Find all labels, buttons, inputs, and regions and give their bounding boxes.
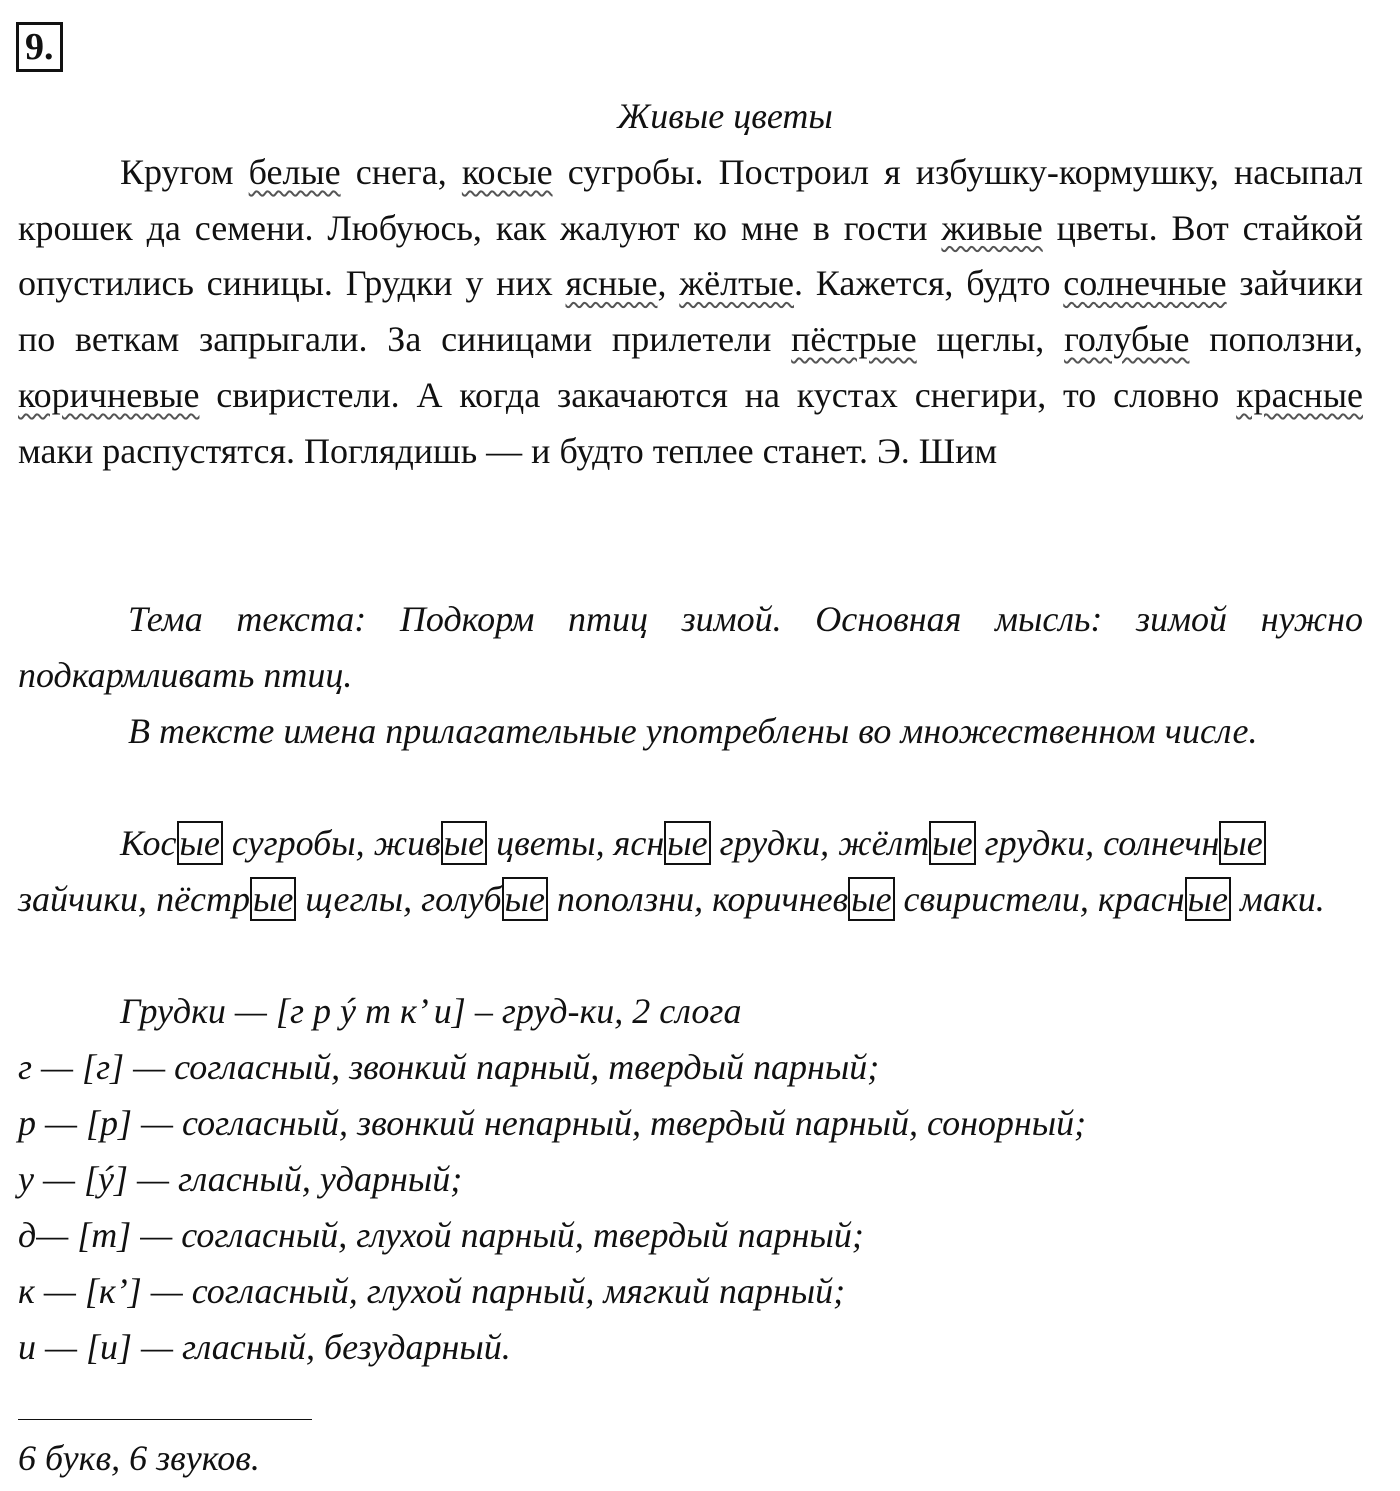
noun-text: щеглы,: [296, 879, 422, 919]
prose-segment: свиристели. А когда закачаются на кустах снегири, то словно: [199, 374, 1237, 415]
underlined-adjective: ясные: [565, 263, 658, 304]
underlined-adjective: белые: [248, 152, 341, 192]
text-title: Живые цветы: [617, 96, 833, 136]
underlined-adjective: голубые: [1064, 319, 1190, 360]
number-note-text: В тексте имена прилагательные употреблены во множественном числе.: [128, 711, 1258, 751]
noun-text: свиристели,: [894, 879, 1098, 919]
boxed-ending: ые: [929, 821, 975, 865]
story-text: [18, 145, 1363, 479]
boxed-ending: ые: [1185, 877, 1231, 921]
adjective-phrase: [712, 877, 1098, 921]
sound-line: р — [р] — согласный, звонкий непарный, твердый парный, сонорный;: [18, 1103, 1087, 1143]
number-note-paragraph: [18, 703, 1363, 759]
prose-segment: маки распустятся. Поглядишь — и будто теплее станет. Э. Шим: [18, 430, 998, 471]
theme-paragraph: [18, 591, 1363, 703]
adjective-stem: Кос: [120, 823, 177, 863]
prose-segment: снега,: [340, 152, 462, 192]
analysis-header: Грудки — [г р ý т к’ и] – груд-ки, 2 слога: [120, 991, 742, 1031]
exercise-number-badge: 9.: [16, 22, 63, 72]
sound-line: к — [к’] — согласный, глухой парный, мягкий парный;: [18, 1271, 846, 1311]
sound-line: и — [и] — гласный, безударный.: [18, 1327, 511, 1367]
footnote-text: 6 букв, 6 звуков.: [18, 1438, 260, 1478]
adjective-phrase: [838, 821, 1103, 865]
adjective-phrase: [374, 821, 614, 865]
sound-line: у — [ý] — гласный, ударный;: [18, 1159, 463, 1199]
boxed-ending: ые: [664, 821, 710, 865]
underlined-adjective: пёстрые: [791, 319, 917, 360]
prose-segment: зайчики по веткам запрыгали. За синицами прилетели: [18, 263, 1363, 360]
footnote-rule: [18, 1419, 312, 1420]
prose-segment: сугробы. Построил я избушку-кормушку, насыпал крошек да семени. Любуюсь, как жалуют ко мне в гости: [18, 152, 1363, 248]
adjective-phrase: [156, 877, 421, 921]
adjective-stem: коричнев: [712, 879, 849, 919]
adjective-endings-list: [18, 815, 1363, 927]
prose-segment: цветы. Вот стайкой опустились синицы. Грудки у них: [18, 207, 1363, 304]
noun-text: грудки,: [710, 823, 839, 863]
boxed-ending: ые: [177, 821, 223, 865]
prose-segment: . Кажется, будто: [794, 263, 1064, 304]
boxed-ending: ые: [250, 877, 296, 921]
prose-segment: Кругом: [120, 152, 249, 192]
noun-text: маки.: [1230, 879, 1325, 919]
adjective-phrase: [120, 821, 374, 865]
underlined-adjective: коричневые: [18, 374, 200, 415]
sound-line: д— [т] — согласный, глухой парный, твердый парный;: [18, 1215, 864, 1255]
adjective-stem: солнечн: [1103, 823, 1220, 863]
boxed-ending: ые: [1219, 821, 1265, 865]
underlined-adjective: солнечные: [1063, 263, 1227, 304]
noun-text: грудки,: [975, 823, 1104, 863]
adjective-phrase: [1098, 877, 1325, 921]
adjective-phrase: [614, 821, 838, 865]
theme-text: Тема текста: Подкорм птиц зимой. Основная мысль: зимой нужно подкармливать птиц.: [18, 599, 1363, 695]
underlined-adjective: красные: [1236, 374, 1363, 415]
prose-segment: поползни,: [1189, 319, 1363, 360]
prose-segment: щеглы,: [916, 319, 1065, 360]
adjective-stem: пёстр: [156, 879, 251, 919]
noun-text: поползни,: [547, 879, 713, 919]
boxed-ending: ые: [502, 877, 548, 921]
underlined-adjective: живые: [941, 207, 1043, 248]
adjective-stem: жив: [373, 823, 441, 863]
noun-text: цветы,: [487, 823, 614, 863]
noun-text: зайчики,: [18, 879, 157, 919]
sound-line: г — [г] — согласный, звонкий парный, твердый парный;: [18, 1047, 880, 1087]
adjective-phrase: [421, 877, 712, 921]
adjective-stem: жёлт: [838, 823, 930, 863]
adjective-stem: голуб: [421, 879, 502, 919]
noun-text: сугробы,: [222, 823, 374, 863]
boxed-ending: ые: [848, 877, 894, 921]
boxed-ending: ые: [441, 821, 487, 865]
underlined-adjective: косые: [461, 152, 553, 192]
prose-segment: ,: [657, 263, 680, 304]
adjective-stem: красн: [1097, 879, 1185, 919]
adjective-stem: ясн: [613, 823, 665, 863]
underlined-adjective: жёлтые: [679, 263, 794, 304]
